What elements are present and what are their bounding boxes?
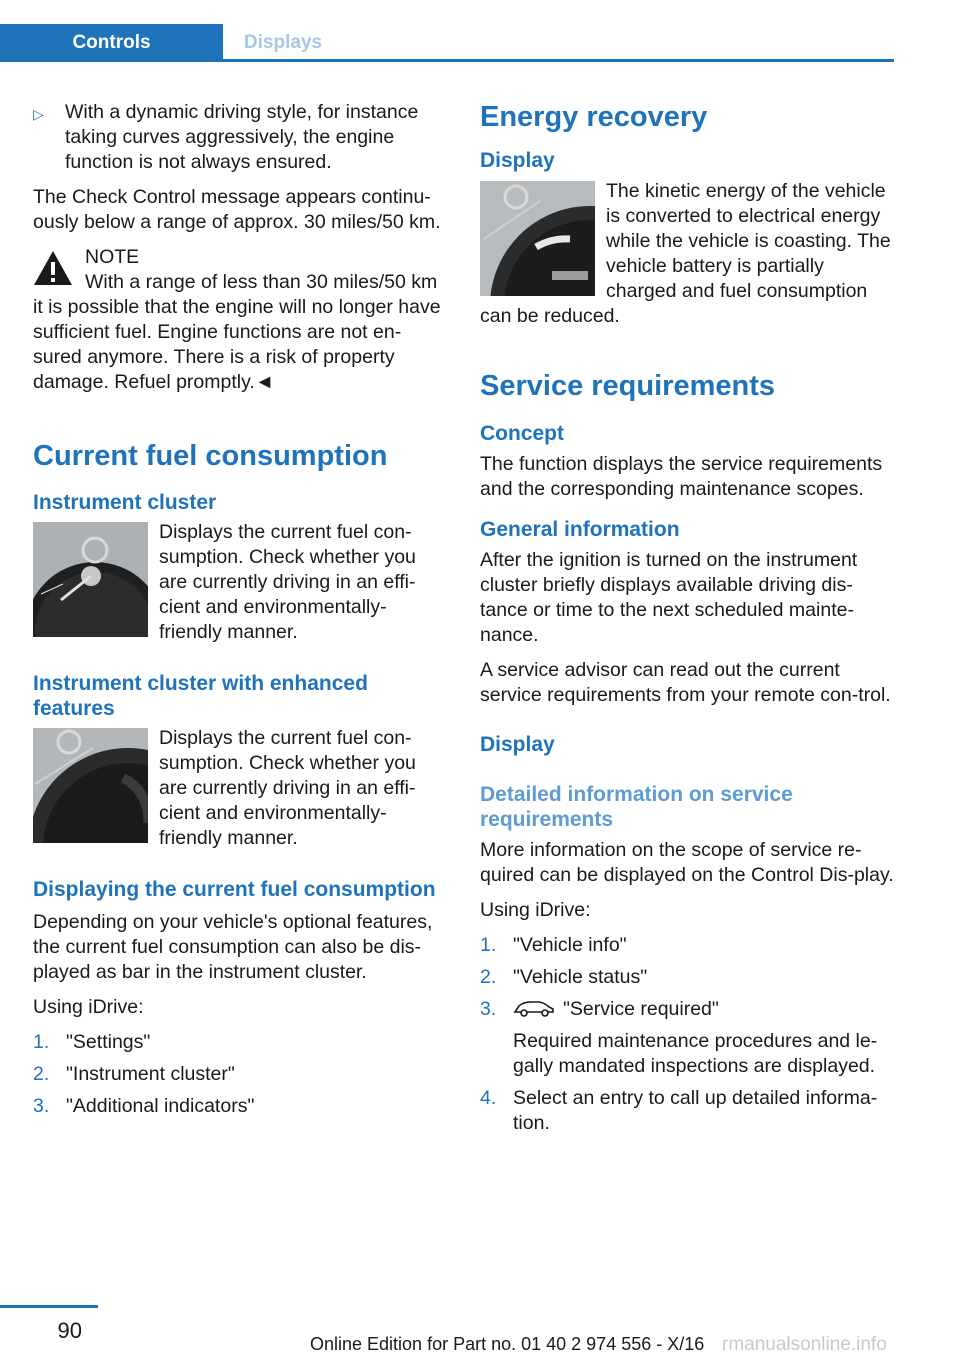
cluster-text: Displays the current fuel con-sumption. Check whether you are currently driving in an effi-cient and environmentally-friendly manner. bbox=[159, 521, 416, 643]
tab-displays[interactable]: Displays bbox=[243, 32, 323, 53]
heading-detailed-information: Detailed information on service requirements bbox=[480, 783, 793, 831]
heading-display-service: Display bbox=[480, 733, 555, 756]
section-title-energy-recovery: Energy recovery bbox=[480, 101, 708, 133]
advisor-text: A service advisor can read out the current service requirements from your remote con-trol. bbox=[480, 659, 891, 706]
list-item bbox=[480, 965, 898, 990]
left-steps-list bbox=[33, 1030, 448, 1119]
heading-concept: Concept bbox=[480, 422, 564, 445]
list-number: 4. bbox=[480, 1087, 497, 1109]
bullet-item bbox=[33, 100, 448, 175]
list-text: "Vehicle status" bbox=[513, 966, 648, 988]
list-text: "Vehicle info" bbox=[513, 934, 627, 956]
watermark: rmanualsonline.info bbox=[722, 1334, 887, 1355]
using-idrive-label: Using iDrive: bbox=[33, 996, 144, 1018]
list-number: 3. bbox=[480, 998, 497, 1020]
instrument-cluster-image bbox=[33, 522, 148, 637]
list-item bbox=[480, 933, 898, 958]
list-item bbox=[33, 1062, 448, 1087]
heading-instrument-cluster-enhanced: Instrument cluster with enhanced features bbox=[33, 672, 368, 720]
heading-display: Display bbox=[480, 149, 555, 172]
list-text: "Additional indicators" bbox=[66, 1095, 255, 1117]
list-subtext: Required maintenance procedures and le-gally mandated inspections are displayed. bbox=[513, 1030, 878, 1077]
list-item bbox=[480, 997, 898, 1079]
check-control-text: The Check Control message appears continu-ously below a range of approx. 30 miles/50 km. bbox=[33, 186, 441, 233]
list-number: 2. bbox=[33, 1063, 50, 1085]
list-text: "Service required" bbox=[563, 998, 719, 1020]
heading-displaying-current-fuel: Displaying the current fuel consumption bbox=[33, 878, 436, 901]
energy-recovery-image bbox=[480, 181, 595, 296]
list-number: 3. bbox=[33, 1095, 50, 1117]
energy-text: The kinetic energy of the vehicle is converted to electrical energy while the vehicle is coasting. The vehicle battery is partially charged and fuel consumption can be reduced. bbox=[480, 180, 891, 327]
list-item bbox=[33, 1030, 448, 1055]
right-column bbox=[480, 100, 898, 1143]
note-title: NOTE bbox=[85, 246, 140, 268]
page-number: 90 bbox=[57, 1318, 82, 1343]
car-service-icon bbox=[513, 999, 555, 1017]
list-text: "Instrument cluster" bbox=[66, 1063, 235, 1085]
header-divider bbox=[0, 59, 894, 62]
left-column bbox=[33, 100, 448, 1126]
tab-controls[interactable]: Controls bbox=[0, 24, 223, 62]
enhanced-cluster-image bbox=[33, 728, 148, 843]
list-text: "Settings" bbox=[66, 1031, 151, 1053]
using-idrive-label: Using iDrive: bbox=[480, 899, 591, 921]
section-title-current-fuel: Current fuel consumption bbox=[33, 440, 388, 472]
enhanced-text: Displays the current fuel con-sumption. Check whether you are currently driving in an effi-cient and environmentally-friendly manner. bbox=[159, 727, 416, 849]
list-item bbox=[33, 1094, 448, 1119]
triangle-bullet-icon: ▷ bbox=[33, 106, 44, 122]
note-box bbox=[33, 245, 448, 395]
note-text: With a range of less than 30 miles/50 km it is possible that the engine will no longer have sufficient fuel. Engine functions are not en-sured anymore. There is a risk of property damage. Refuel promptly.◄ bbox=[33, 271, 441, 393]
displaying-text: Depending on your vehicle's optional features, the current fuel consumption can also be dis-played as bar in the instrument cluster. bbox=[33, 911, 433, 983]
right-steps-list bbox=[480, 933, 898, 1136]
header-tabs bbox=[0, 0, 894, 62]
list-text: Select an entry to call up detailed informa-tion. bbox=[513, 1087, 878, 1134]
concept-text: The function displays the service requirements and the corresponding maintenance scopes. bbox=[480, 453, 883, 500]
heading-instrument-cluster: Instrument cluster bbox=[33, 491, 217, 514]
list-number: 2. bbox=[480, 966, 497, 988]
edition-text: Online Edition for Part no. 01 40 2 974 556 - X/16 bbox=[310, 1334, 705, 1354]
general-text: After the ignition is turned on the instrument cluster briefly displays available driving dis-tance or time to the next scheduled mainte-nance. bbox=[480, 549, 858, 646]
bullet-text: With a dynamic driving style, for instance taking curves aggressively, the engine function is not always ensured. bbox=[65, 101, 419, 173]
section-title-service-requirements: Service requirements bbox=[480, 370, 775, 402]
detailed-text: More information on the scope of service re-quired can be displayed on the Control Dis-play. bbox=[480, 839, 894, 886]
heading-general-information: General information bbox=[480, 518, 680, 541]
list-number: 1. bbox=[33, 1031, 50, 1053]
warning-icon bbox=[33, 249, 73, 287]
list-number: 1. bbox=[480, 934, 497, 956]
list-item bbox=[480, 1086, 898, 1136]
footer-divider bbox=[0, 1305, 98, 1308]
